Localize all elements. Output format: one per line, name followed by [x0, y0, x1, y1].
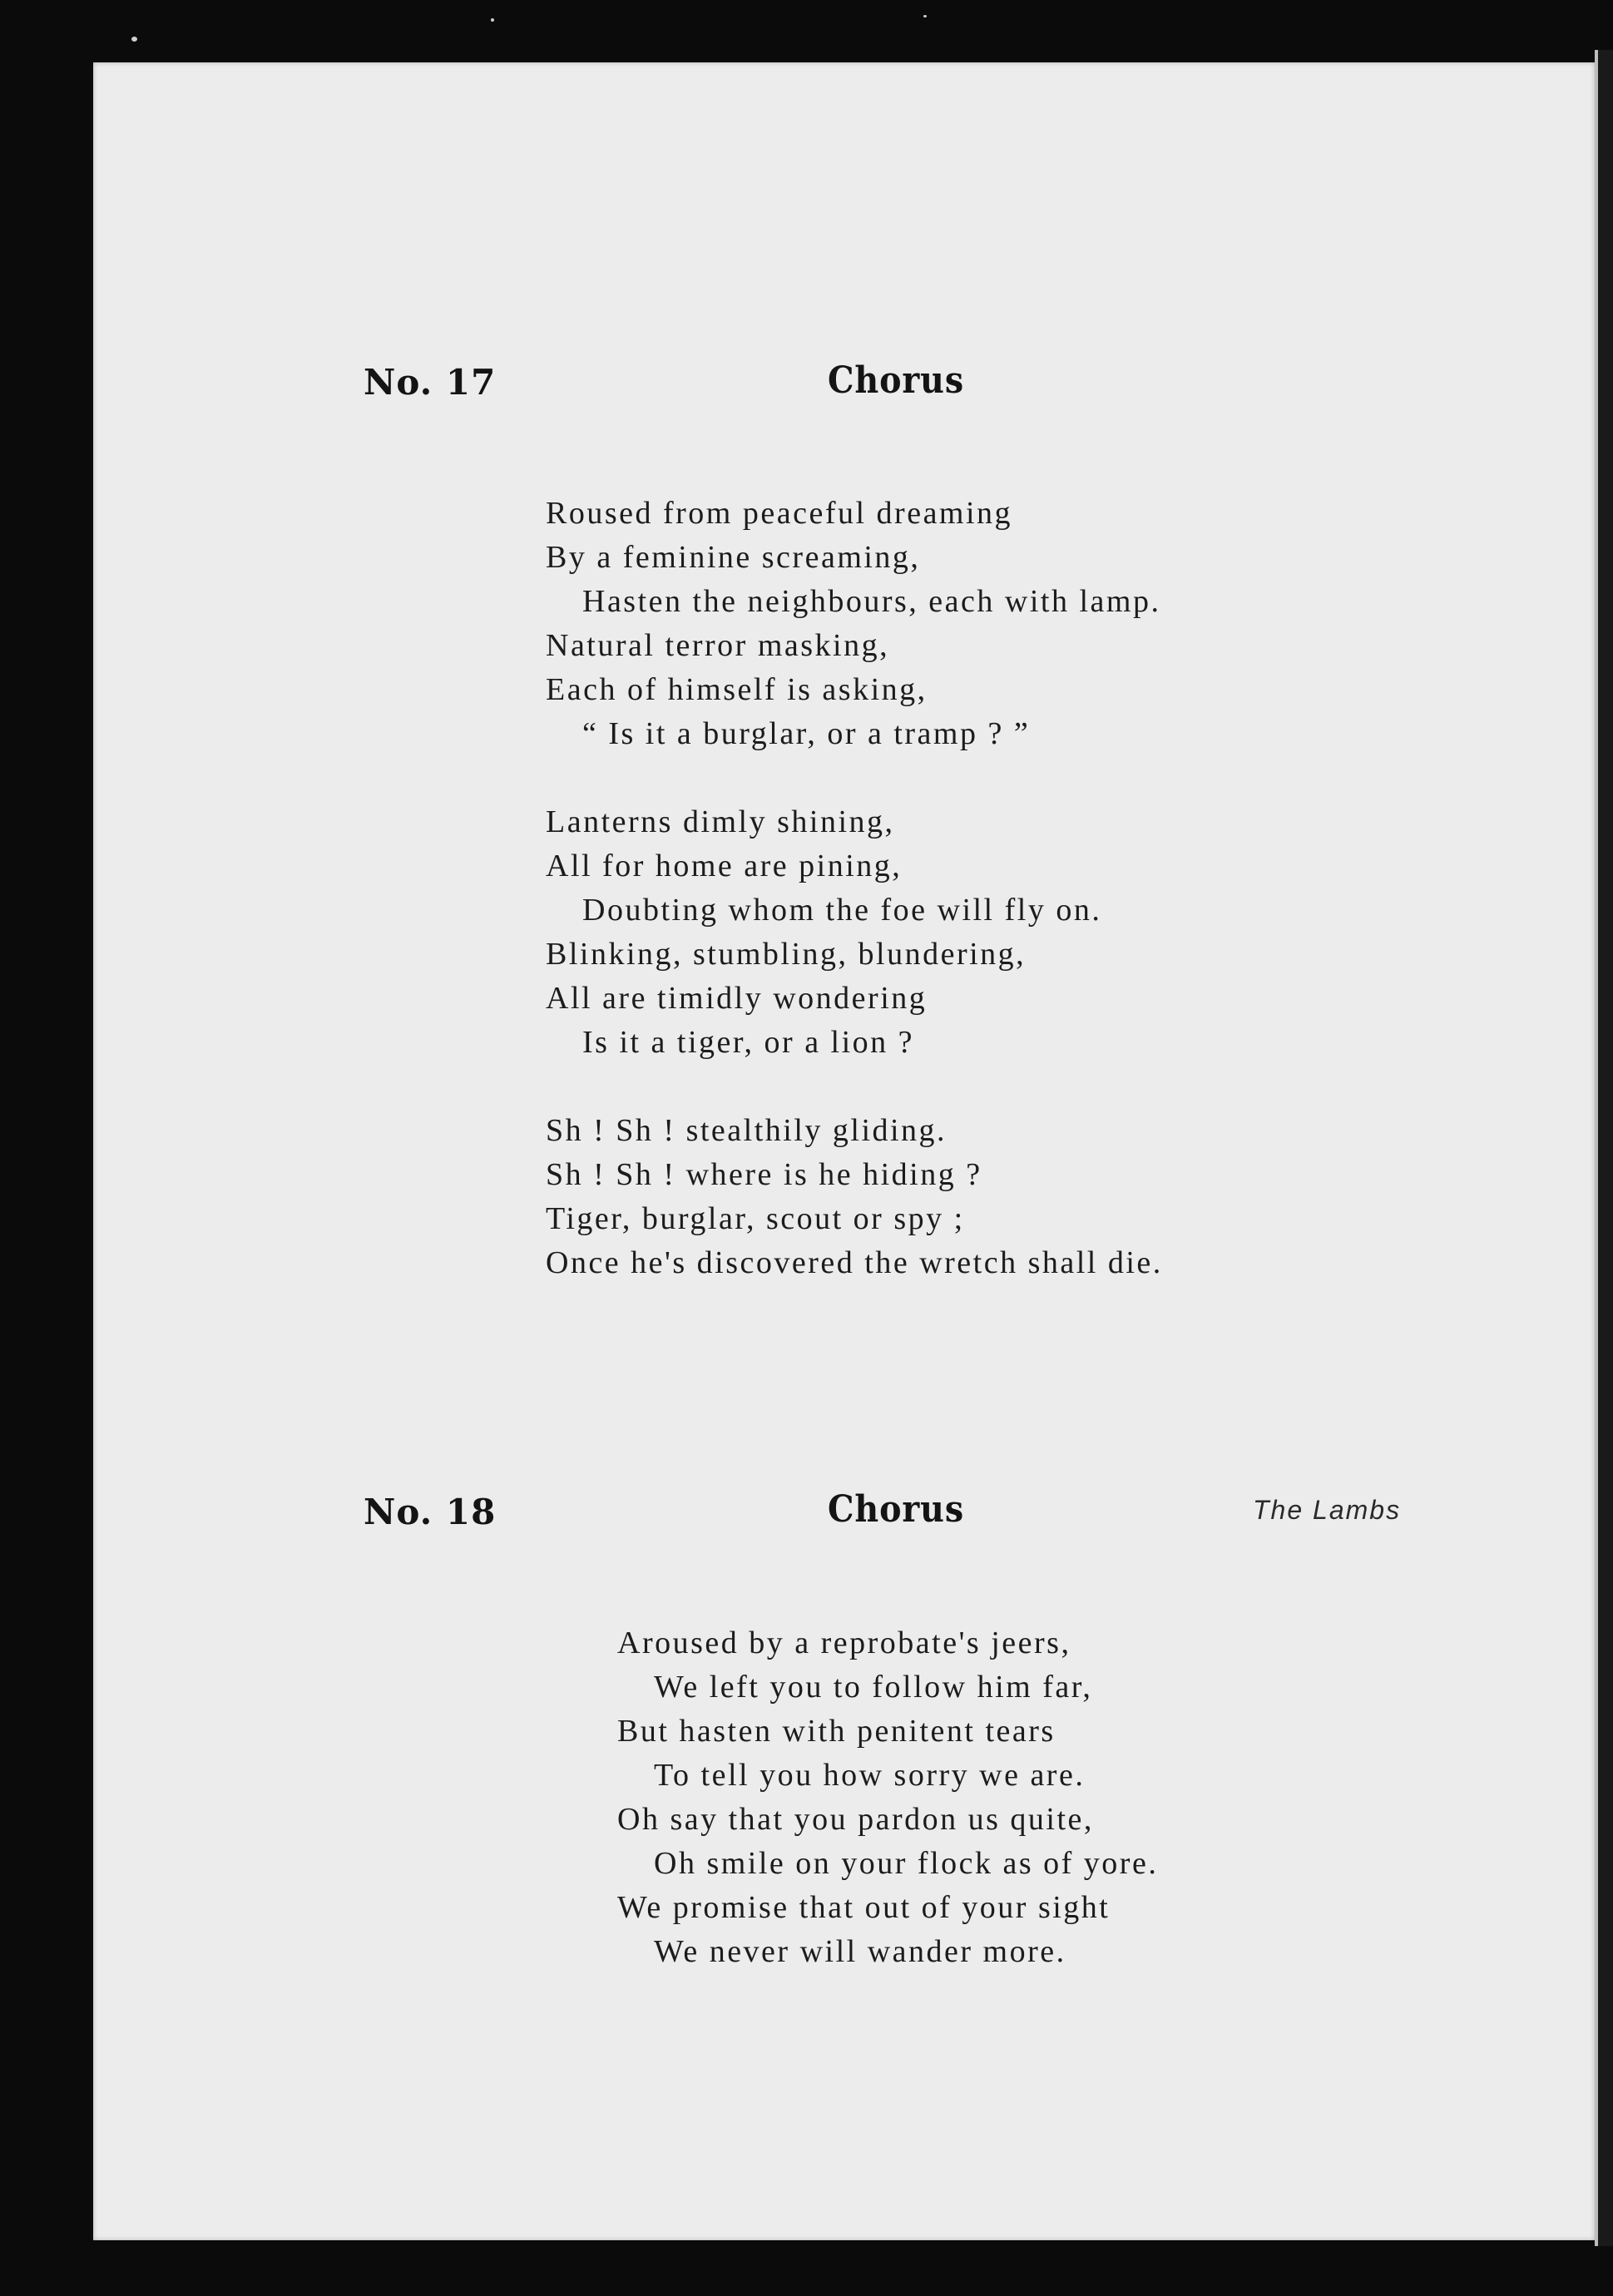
verse-line: By a feminine screaming,: [546, 540, 921, 575]
verse-line: Blinking, stumbling, blundering,: [546, 937, 1027, 972]
verse-line: But hasten with penitent tears: [617, 1714, 1056, 1749]
section-number: No. 17: [364, 362, 497, 403]
dust-speck: [131, 37, 137, 42]
verse-line: Oh say that you pardon us quite,: [617, 1802, 1094, 1837]
verse-line: Sh ! Sh ! stealthily gliding.: [546, 1113, 948, 1148]
verse-line: We left you to follow him far,: [654, 1670, 1093, 1705]
verse-line: Lanterns dimly shining,: [546, 804, 895, 839]
verse-line: All are timidly wondering: [546, 981, 928, 1016]
verse-line: Roused from peaceful dreaming: [546, 496, 1013, 531]
verse-line: Aroused by a reprobate's jeers,: [617, 1626, 1071, 1660]
section-number: No. 18: [364, 1492, 497, 1532]
verse-line: Natural terror masking,: [546, 628, 890, 663]
section-title: Chorus: [828, 359, 965, 402]
verse-line: We never will wander more.: [654, 1934, 1066, 1969]
verse-block: [617, 1621, 1158, 1974]
verse-line: Hasten the neighbours, each with lamp.: [582, 584, 1161, 619]
attribution: The Lambs: [1253, 1495, 1402, 1525]
verse-line: Doubting whom the foe will fly on.: [582, 893, 1102, 928]
verse-line: Is it a tiger, or a lion ?: [582, 1025, 915, 1060]
verse-line: All for home are pining,: [546, 849, 903, 883]
verse-line: “ Is it a burglar, or a tramp ? ”: [582, 716, 1031, 751]
verse-line: We promise that out of your sight: [617, 1890, 1111, 1925]
verse-line: Tiger, burglar, scout or spy ;: [546, 1201, 965, 1236]
verse-line: Each of himself is asking,: [546, 672, 928, 707]
verse-block: [546, 492, 1163, 1285]
section-title: Chorus: [828, 1488, 965, 1531]
page-edge: [1595, 50, 1613, 2246]
verse-line: Oh smile on your flock as of yore.: [654, 1846, 1159, 1881]
dust-speck: [491, 18, 494, 22]
book-page: [93, 62, 1595, 2240]
verse-line: To tell you how sorry we are.: [654, 1758, 1086, 1793]
verse-line: Once he's discovered the wretch shall die.: [546, 1245, 1163, 1280]
dust-speck: [923, 15, 927, 17]
verse-line: Sh ! Sh ! where is he hiding ?: [546, 1157, 982, 1192]
